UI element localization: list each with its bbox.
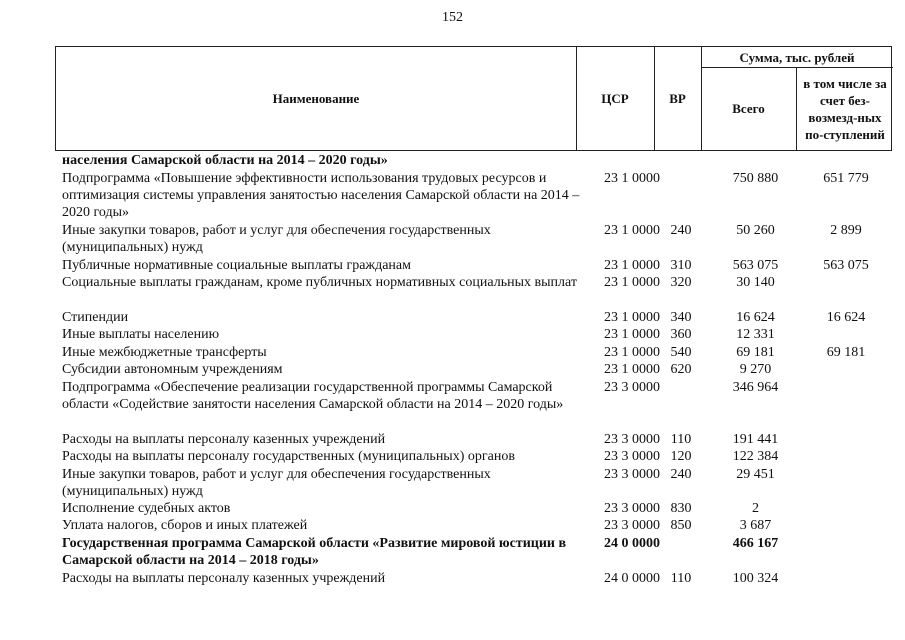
row-name: Иные закупки товаров, работ и услуг для обеспечения государственных (муниципальных) нужд [62, 467, 491, 499]
row-total: 100 324 [732, 571, 779, 586]
header-name: Наименование [272, 91, 360, 106]
row-total: 69 181 [736, 345, 775, 360]
row-vr: 310 [670, 258, 692, 273]
row-vr: 110 [670, 571, 692, 586]
row-incl: 69 181 [826, 345, 866, 360]
row-csr: 23 1 0000 [604, 310, 660, 325]
row-total: 750 880 [732, 171, 779, 186]
row-csr: 23 1 0000 [604, 275, 660, 290]
row-vr: 110 [670, 432, 692, 447]
row-total: 12 331 [736, 327, 775, 342]
row-name: Стипендии [62, 310, 129, 325]
row-vr: 120 [670, 449, 692, 464]
row-total: 346 964 [732, 380, 779, 395]
header-sum-group: Сумма, тыс. рублей [739, 49, 855, 65]
row-incl: 2 899 [830, 223, 862, 238]
header-divider [796, 67, 797, 150]
row-vr: 240 [670, 467, 692, 482]
row-total: 191 441 [732, 432, 779, 447]
row-csr: 23 1 0000 [604, 362, 660, 377]
row-total: 50 260 [736, 223, 775, 238]
row-incl: 651 779 [823, 171, 869, 186]
row-name: Подпрограмма «Обеспечение реализации государственной программы Самарской области «Содействие занятости населения Самарской области на 2014 – 2020 годы» [62, 380, 564, 412]
row-csr: 24 0 0000 [604, 536, 660, 551]
row-csr: 23 1 0000 [604, 258, 660, 273]
row-vr: 620 [670, 362, 692, 377]
row-name: Социальные выплаты гражданам, кроме публичных нормативных социальных выплат [62, 275, 577, 290]
row-vr: 240 [670, 223, 692, 238]
row-csr: 23 1 0000 [604, 327, 660, 342]
header-csr: ЦСР [601, 91, 629, 106]
page-number: 152 [442, 10, 463, 25]
row-name: Уплата налогов, сборов и иных платежей [62, 518, 308, 533]
row-name: Иные закупки товаров, работ и услуг для обеспечения государственных (муниципальных) нужд [62, 223, 491, 255]
row-vr: 850 [670, 518, 692, 533]
table-header [55, 46, 892, 151]
row-vr: 340 [670, 310, 692, 325]
row-total: 16 624 [736, 310, 775, 325]
row-total: 9 270 [739, 362, 772, 377]
row-incl: 563 075 [823, 258, 869, 273]
row-name: Расходы на выплаты персоналу государственных (муниципальных) органов [62, 449, 515, 464]
row-total: 29 451 [736, 467, 775, 482]
row-csr: 23 1 0000 [604, 223, 660, 238]
header-vr: ВР [669, 91, 686, 106]
row-total: 3 687 [739, 518, 772, 533]
row-vr: 830 [670, 501, 692, 516]
row-name: Государственная программа Самарской области «Развитие мировой юстиции в Самарской области на 2014 – 2018 годы» [62, 536, 567, 568]
row-vr: 540 [670, 345, 692, 360]
row-name: населения Самарской области на 2014 – 2020 годы» [62, 153, 388, 168]
row-total: 2 [752, 501, 759, 516]
row-csr: 23 3 0000 [604, 449, 660, 464]
row-csr: 23 3 0000 [604, 518, 660, 533]
row-name: Иные межбюджетные трансферты [62, 345, 267, 360]
row-csr: 24 0 0000 [604, 571, 660, 586]
row-name: Расходы на выплаты персоналу казенных учреждений [62, 571, 386, 586]
row-csr: 23 3 0000 [604, 501, 660, 516]
row-name: Публичные нормативные социальные выплаты гражданам [62, 258, 411, 273]
row-vr: 360 [670, 327, 692, 342]
row-name: Подпрограмма «Повышение эффективности использования трудовых ресурсов и оптимизация системы управления занятостью населения Самарской области на 2014 – 2020 годы» [62, 171, 580, 220]
row-csr: 23 1 0000 [604, 171, 660, 186]
header-total: Всего [732, 101, 765, 116]
row-name: Расходы на выплаты персоналу казенных учреждений [62, 432, 386, 447]
row-name: Иные выплаты населению [62, 327, 220, 342]
row-total: 30 140 [736, 275, 775, 290]
row-csr: 23 1 0000 [604, 345, 660, 360]
row-total: 466 167 [732, 536, 779, 551]
row-name: Исполнение судебных актов [62, 501, 231, 516]
row-name: Субсидии автономным учреждениям [62, 362, 283, 377]
row-total: 563 075 [732, 258, 779, 273]
row-csr: 23 3 0000 [604, 467, 660, 482]
row-incl: 16 624 [826, 310, 866, 325]
row-total: 122 384 [732, 449, 779, 464]
row-csr: 23 3 0000 [604, 432, 660, 447]
row-csr: 23 3 0000 [604, 380, 660, 395]
header-incl: в том числе за счет без-возмезд-ных по-ступлений [803, 75, 887, 142]
row-vr: 320 [670, 275, 692, 290]
